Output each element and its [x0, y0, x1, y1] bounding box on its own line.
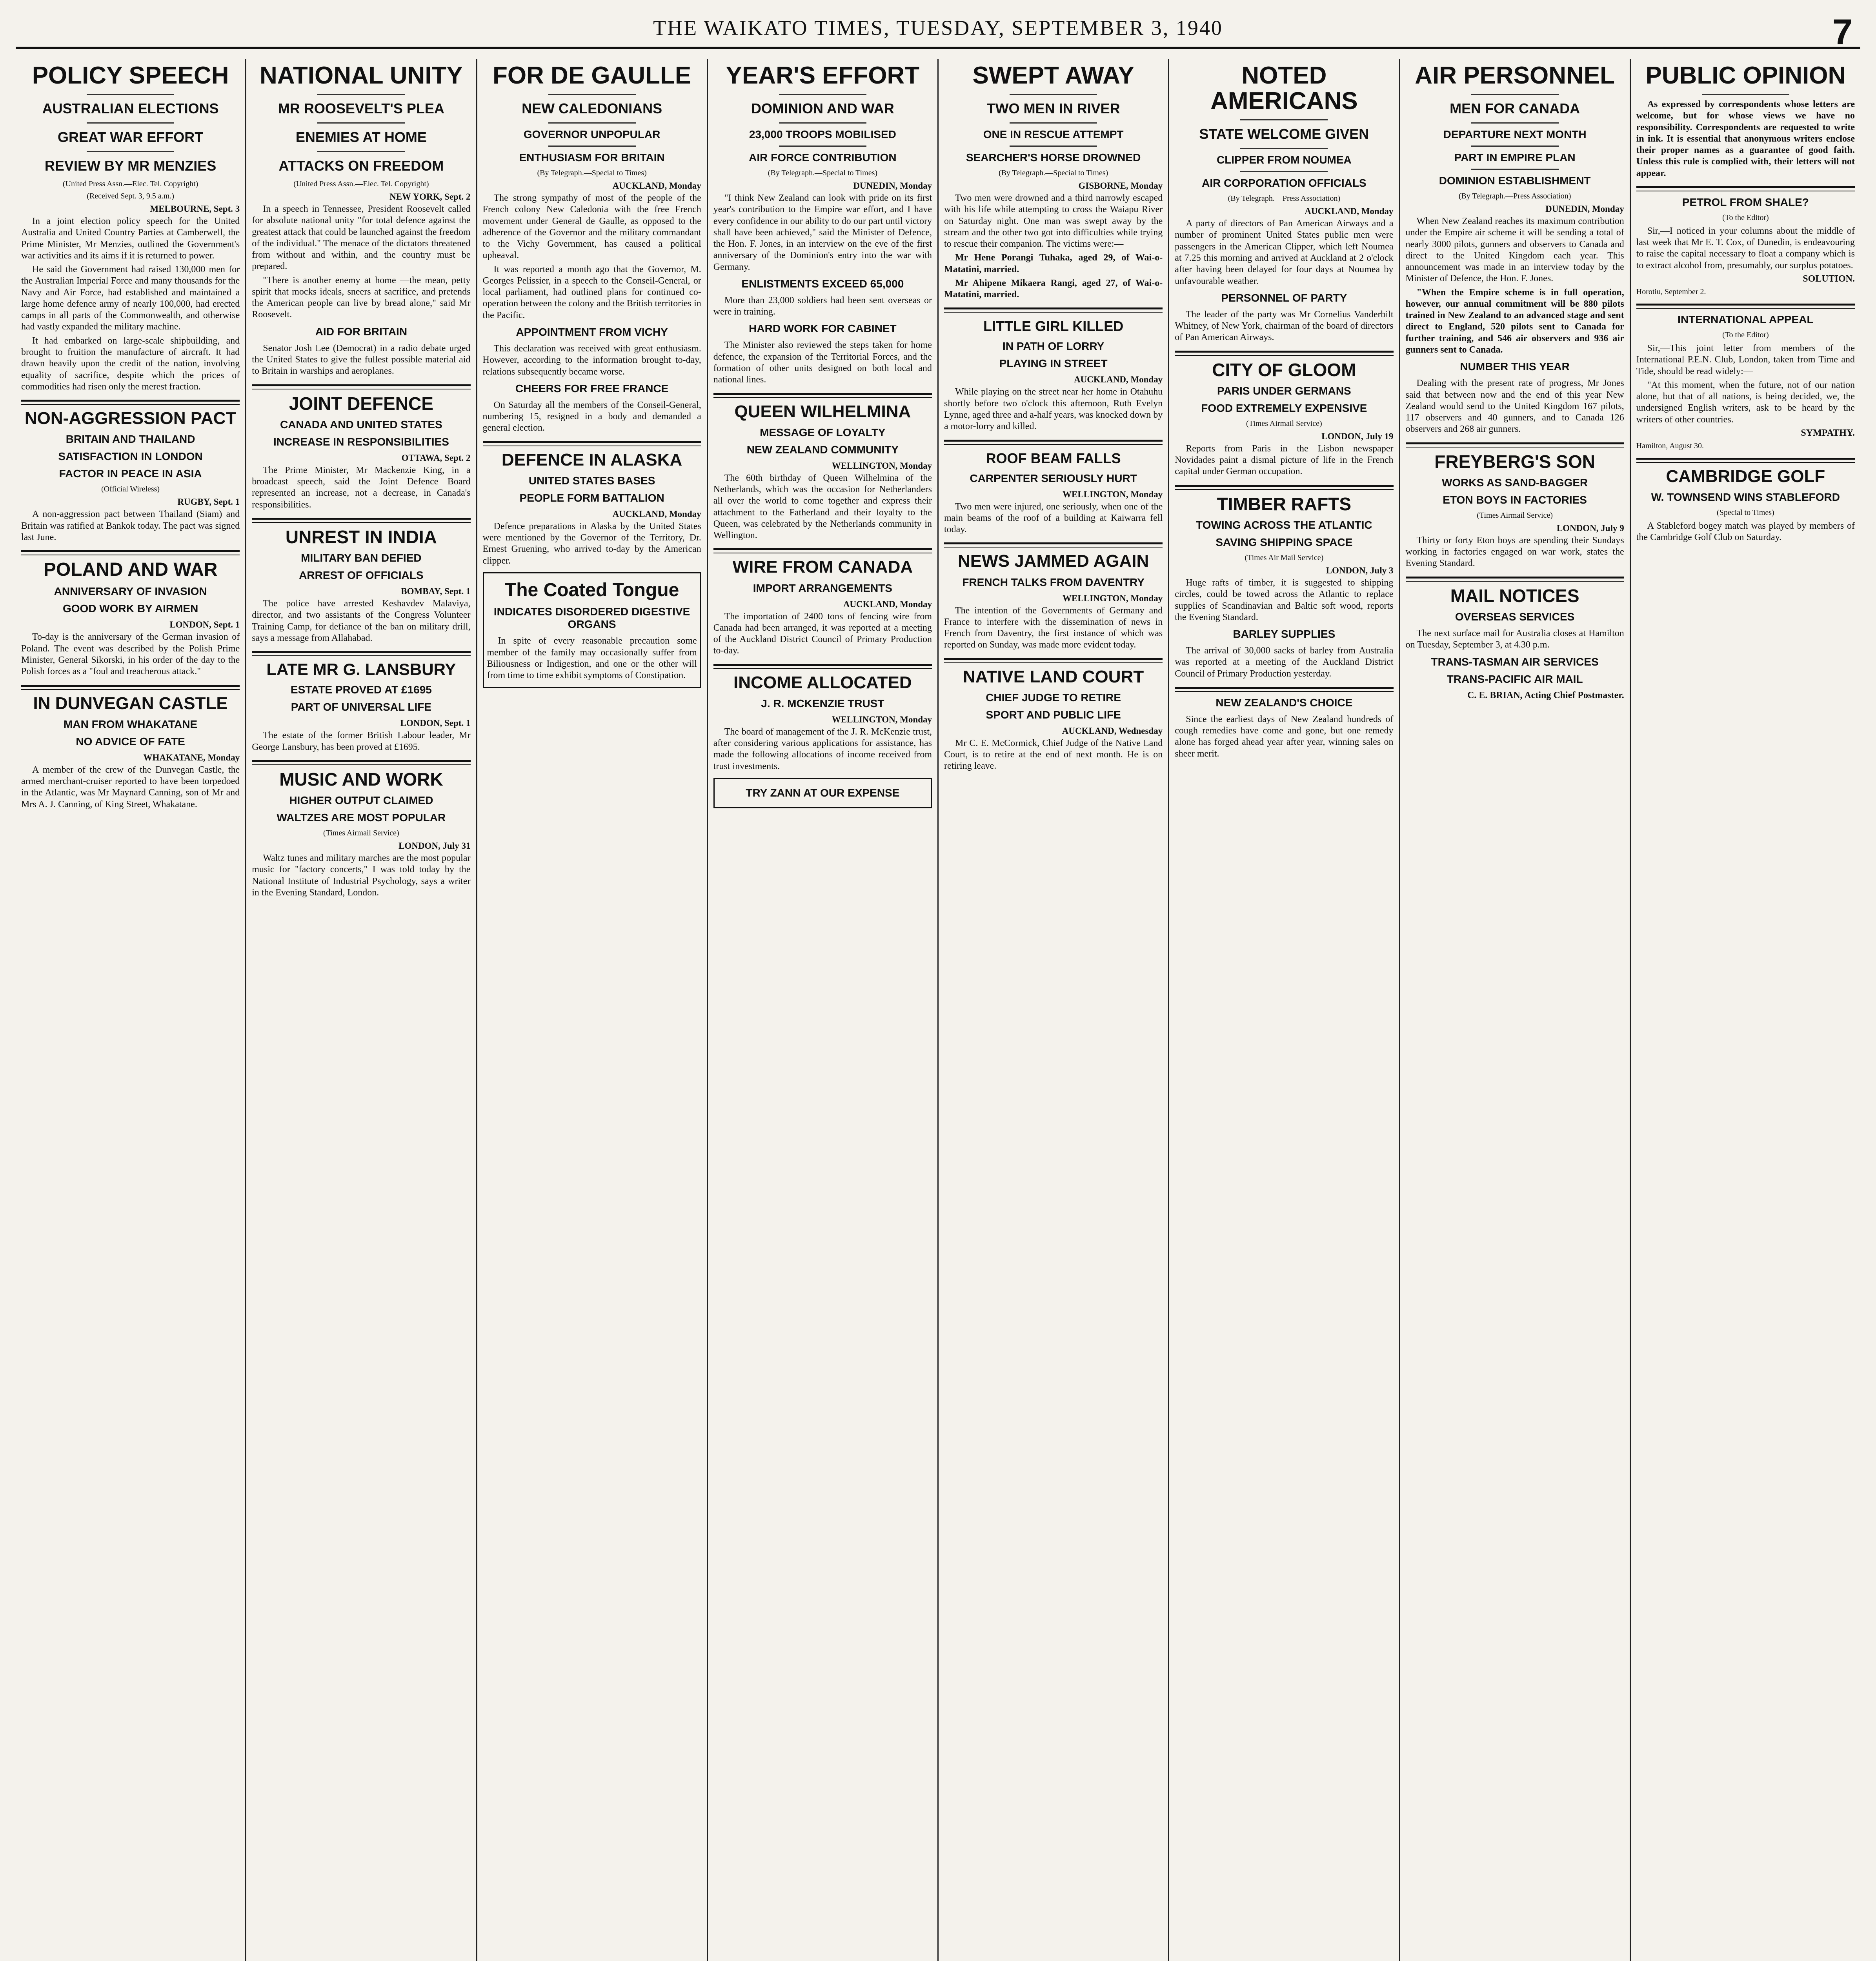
divider	[1702, 94, 1789, 95]
dateline: MELBOURNE, Sept. 3	[150, 204, 240, 214]
subhead: PLAYING IN STREET	[999, 357, 1108, 370]
subhead: PART IN EMPIRE PLAN	[1454, 151, 1576, 164]
story-rule	[713, 393, 932, 395]
paragraph: Since the earliest days of New Zealand hundreds of cough remedies have come and gone, but one remedy alone has forged ahead year after year, winning sales on sheer merit.	[1175, 714, 1394, 759]
story-rule-thin	[1636, 462, 1855, 463]
dateline: WELLINGTON, Monday	[1063, 593, 1163, 603]
subhead: MESSAGE OF LOYALTY	[760, 426, 886, 438]
subhead: CARPENTER SERIOUSLY HURT	[970, 472, 1137, 484]
paragraph: A Stableford bogey match was played by members of the Cambridge Golf Club on Saturday.	[1636, 521, 1855, 543]
subhead: GOVERNOR UNPOPULAR	[523, 128, 661, 141]
credit-line: (By Telegraph.—Special to Times)	[998, 169, 1108, 178]
paragraph: The Minister also reviewed the steps taken for home defence, the expansion of the Territorial Forces, and the formation of other units designed on both local and national lines.	[713, 340, 932, 385]
story-rule	[21, 400, 240, 402]
subhead: FRENCH TALKS FROM DAVENTRY	[962, 576, 1145, 588]
headline: DEFENCE IN ALASKA	[501, 450, 682, 469]
story-rule-thin	[944, 662, 1163, 663]
subhead: IMPORT ARRANGEMENTS	[753, 582, 892, 594]
subhead: MR ROOSEVELT'S PLEA	[278, 100, 444, 117]
story-rule-thin	[1175, 489, 1393, 490]
subhead: ENTHUSIASM FOR BRITAIN	[519, 151, 665, 164]
dateline: GISBORNE, Monday	[1078, 181, 1163, 191]
subhead: UNITED STATES BASES	[528, 474, 655, 487]
subhead: NO ADVICE OF FATE	[76, 735, 185, 748]
paragraph: Dealing with the present rate of progress, Mr Jones said that between now and the end of this year New Zealand would send to the United Kingdom 167 pilots, 117 observers and 40 gunners, and to Canada 126 observers and 268 air gunners.	[1405, 378, 1624, 435]
ad-text: TRY ZANN AT OUR EXPENSE	[746, 786, 900, 799]
paragraph: The next surface mail for Australia closes at Hamilton on Tuesday, September 3, at 4.30 p.m.	[1405, 628, 1624, 650]
credit-line: (By Telegraph.—Special to Times)	[537, 169, 647, 178]
section-subhead: NUMBER THIS YEAR	[1460, 360, 1570, 373]
headline: JOINT DEFENCE	[289, 393, 433, 414]
story-rule	[1406, 442, 1624, 444]
paragraph: In a speech in Tennessee, President Roosevelt called for absolute national unity "for total defence against the greatest attack that could be launched against the freedom of the individual." The menace of the dictators threatened from without and within, and the country must be prepared.	[252, 204, 471, 272]
masthead-rule	[16, 47, 1860, 49]
paragraph: More than 23,000 soldiers had been sent overseas or were in training.	[713, 295, 932, 317]
subhead: ONE IN RESCUE ATTEMPT	[983, 128, 1124, 141]
paragraph: Sir,—I noticed in your columns about the middle of last week that Mr E. T. Cox, of Dunedin, is endeavouring to raise the capital necessary to float a company which is to extract alcohol from, presumably, our surplus potatoes.	[1636, 226, 1855, 271]
story-rule-thin	[252, 764, 470, 765]
story-rule-thin	[713, 397, 932, 398]
subhead: GOOD WORK BY AIRMEN	[62, 602, 198, 615]
subhead: AIR CORPORATION OFFICIALS	[1202, 177, 1367, 189]
subhead: SPORT AND PUBLIC LIFE	[986, 708, 1121, 721]
letter-headline: PETROL FROM SHALE?	[1682, 196, 1809, 208]
subhead: J. R. MCKENZIE TRUST	[761, 697, 884, 709]
dateline: LONDON, Sept. 1	[169, 620, 240, 630]
subhead: SAVING SHIPPING SPACE	[1215, 536, 1353, 548]
section-subhead: APPOINTMENT FROM VICHY	[516, 326, 668, 338]
headline: CAMBRIDGE GOLF	[1666, 466, 1825, 486]
subhead: ESTATE PROVED AT £1695	[290, 684, 432, 696]
story-rule-thin	[713, 668, 932, 669]
dateline: WELLINGTON, Monday	[832, 460, 932, 471]
dateline: AUCKLAND, Monday	[1305, 206, 1394, 216]
paragraph: The importation of 2400 tons of fencing wire from Canada had been arranged, it was reported at a meeting of the Auckland District Council of Primary Production to-day.	[713, 611, 932, 656]
credit-line: (Times Airmail Service)	[1477, 511, 1553, 520]
dateline: LONDON, July 9	[1556, 523, 1624, 533]
victim-entry: Mr Hene Porangi Tuhaka, aged 29, of Wai-o-Matatini, married.	[944, 253, 1163, 275]
divider	[779, 146, 866, 147]
dateline: DUNEDIN, Monday	[1545, 204, 1624, 214]
subhead: WORKS AS SAND-BAGGER	[1441, 476, 1588, 489]
subhead: DEPARTURE NEXT MONTH	[1443, 128, 1587, 141]
paragraph: The leader of the party was Mr Cornelius Vanderbilt Whitney, of New York, chairman of the board of directors of Pan American Airways.	[1175, 309, 1394, 343]
column-1	[16, 59, 245, 1961]
subhead: CANADA AND UNITED STATES	[280, 418, 442, 431]
subhead: 23,000 TROOPS MOBILISED	[749, 128, 896, 141]
story-rule	[21, 685, 240, 687]
paragraph: He said the Government had raised 130,000 men for the Australian Imperial Force and many thousands for the Navy and Air Force, had established and maintained a large home defence army of nearly 100,000, had erected camps in all parts of the Commonwealth, and otherwise had vastly expanded the military machine.	[21, 264, 240, 332]
divider	[87, 122, 174, 124]
subhead: HIGHER OUTPUT CLAIMED	[289, 794, 433, 807]
subhead: TOWING ACROSS THE ATLANTIC	[1196, 518, 1372, 531]
paragraph: Senator Josh Lee (Democrat) in a radio debate urged the United States to give the fullest possible material aid to Britain in warships and aeroplanes.	[252, 343, 471, 377]
subhead: TRANS-PACIFIC AIR MAIL	[1447, 673, 1583, 685]
dateline: LONDON, July 3	[1326, 565, 1394, 575]
subhead: NEW CALEDONIANS	[522, 100, 662, 117]
subhead: CLIPPER FROM NOUMEA	[1216, 154, 1352, 166]
story-rule	[1175, 485, 1393, 487]
dateline: WELLINGTON, Monday	[1063, 489, 1163, 499]
ad-text: In spite of every reasonable precaution some member of the family may occasionally suffer from Biliousness or Indigestion, and one or the other will from time to time exhibit symptoms of Constipation.	[487, 636, 697, 681]
divider	[1010, 122, 1097, 124]
subhead: ATTACKS ON FREEDOM	[278, 158, 444, 174]
divider	[317, 94, 405, 95]
paragraph: The strong sympathy of most of the people of the French colony New Caledonia with the free French movement under General de Gaulle, as opposed to the adherence of the Governor and the military commandant to the Vichy Government, has caused a political upheaval.	[482, 193, 701, 261]
subhead: NEW ZEALAND COMMUNITY	[746, 443, 899, 456]
credit-line: (United Press Assn.—Elec. Tel. Copyright)	[62, 180, 198, 189]
letter-to: (To the Editor)	[1722, 331, 1769, 340]
divider	[1471, 169, 1559, 170]
column-5	[937, 59, 1168, 1961]
paragraph: A member of the crew of the Dunvegan Castle, the armed merchant-cruiser reported to have been torpedoed in the Atlantic, was Mr Maynard Canning, son of Mr and Mrs A. J. Canning, of King Street, Whakatane.	[21, 764, 240, 810]
column-6	[1168, 59, 1399, 1961]
divider	[779, 94, 866, 95]
column-2	[245, 59, 476, 1961]
subhead: IN PATH OF LORRY	[1003, 340, 1104, 353]
paragraph: The 60th birthday of Queen Wilhelmina of the Netherlands, which was the occasion for Netherlanders all over the world to come together and express their attachment to the Fatherland and their loyalty to the Queen, was celebrated by the Netherlands community in Wellington.	[713, 473, 932, 541]
dateline: BOMBAY, Sept. 1	[401, 586, 471, 597]
story-rule-thin	[1636, 308, 1855, 309]
headline: NOTED AMERICANS	[1210, 62, 1358, 115]
ad-headline: The Coated Tongue	[504, 579, 679, 600]
subhead: PART OF UNIVERSAL LIFE	[291, 701, 432, 713]
divider	[1240, 119, 1328, 120]
subhead: ENEMIES AT HOME	[295, 129, 427, 146]
credit-line: (Special to Times)	[1717, 508, 1774, 517]
paragraph: While playing on the street near her home in Otahuhu shortly before two o'clock this afternoon, Ruth Evelyn Lynne, aged three and a-half years, was knocked down by a motor-lorry and killed.	[944, 387, 1163, 432]
headline: QUEEN WILHELMINA	[734, 402, 911, 421]
ad-subhead: INDICATES DISORDERED DIGESTIVE ORGANS	[493, 606, 690, 631]
headline: NATIONAL UNITY	[259, 62, 463, 89]
letter-headline: INTERNATIONAL APPEAL	[1678, 313, 1814, 326]
paragraph: On Saturday all the members of the Conseil-General, numbering 15, resigned in a body and demanded a general election.	[482, 400, 701, 433]
headline: LITTLE GIRL KILLED	[983, 318, 1124, 335]
subhead: STATE WELCOME GIVEN	[1199, 126, 1369, 142]
dateline: WELLINGTON, Monday	[832, 714, 932, 724]
masthead	[16, 12, 1860, 52]
dateline: AUCKLAND, Monday	[843, 599, 932, 609]
credit-line: (Times Airmail Service)	[323, 829, 399, 838]
paragraph: Reports from Paris in the Lisbon newspaper Novidades paint a dismal picture of life in the French capital under German occupation.	[1175, 443, 1394, 477]
subhead: SEARCHER'S HORSE DROWNED	[966, 151, 1141, 164]
subhead: CHIEF JUDGE TO RETIRE	[986, 691, 1121, 704]
victim-entry: Mr Ahipene Mikaera Rangi, aged 27, of Wai-o-Matatini, married.	[944, 278, 1163, 300]
subhead: REVIEW BY MR MENZIES	[44, 158, 217, 174]
story-rule	[1636, 304, 1855, 306]
paragraph: The arrival of 30,000 sacks of barley from Australia was reported at a meeting of the Auckland District Council of Primary Production yesterday.	[1175, 646, 1394, 679]
story-rule	[252, 518, 470, 520]
divider	[1471, 122, 1559, 124]
headline: IN DUNVEGAN CASTLE	[33, 693, 228, 713]
headline: SWEPT AWAY	[972, 62, 1134, 89]
paragraph: To-day is the anniversary of the German invasion of Poland. The event was described by the Polish Prime Minister, General Sikorski, in his order of the day to the Polish forces as a "foul and treacherous attack."	[21, 632, 240, 677]
paragraph: "I think New Zealand can look with pride on its first year's contribution to the Empire war effort, and I have every confidence in our ability to do our part until victory shall have been achieved," said the Minister of Defence, the Hon. F. Jones, in an interview on the eve of the first anniversary of the Dominion's entry into the war with Germany.	[713, 193, 932, 272]
credit-line: (United Press Assn.—Elec. Tel. Copyright)	[293, 180, 429, 189]
story-rule	[252, 651, 470, 653]
story-rule-thin	[1406, 581, 1624, 582]
section-subhead: ENLISTMENTS EXCEED 65,000	[741, 277, 904, 290]
subhead: MEN FOR CANADA	[1450, 100, 1580, 117]
headline: UNREST IN INDIA	[285, 526, 437, 547]
story-rule-thin	[1406, 447, 1624, 448]
headline: CITY OF GLOOM	[1212, 359, 1356, 380]
divider	[317, 151, 405, 152]
headline: NON-AGGRESSION PACT	[24, 409, 237, 428]
subhead: MAN FROM WHAKATANE	[64, 718, 198, 730]
subhead: PEOPLE FORM BATTALION	[519, 491, 664, 504]
subhead: ETON BOYS IN FACTORIES	[1443, 493, 1587, 506]
subhead: PARIS UNDER GERMANS	[1217, 384, 1351, 397]
paragraph: Huge rafts of timber, it is suggested to shipping circles, could be towed across the Atlantic to replace supplies of Scandinavian and Baltic soft wood, reports the Evening Standard.	[1175, 577, 1394, 622]
paragraph: Two men were injured, one seriously, when one of the main beams of the roof of a building at Kaiwarra fell today.	[944, 501, 1163, 535]
signature: SYMPATHY.	[1801, 427, 1855, 438]
paragraph: Mr C. E. McCormick, Chief Judge of the Native Land Court, is to retire at the end of next month. He is on retiring leave.	[944, 738, 1163, 771]
divider	[317, 122, 405, 124]
section-subhead: PERSONNEL OF PARTY	[1221, 291, 1347, 304]
section-subhead: AID FOR BRITAIN	[315, 325, 408, 338]
paragraph: The police have arrested Keshavdev Malaviya, director, and two assistants of the Congress Volunteer Training Camp, for defiance of the ban on military drill, says a message from Allahabad.	[252, 598, 471, 643]
headline: FREYBERG'S SON	[1434, 451, 1595, 472]
subhead: AIR FORCE CONTRIBUTION	[749, 151, 897, 164]
story-rule	[1636, 458, 1855, 460]
headline: INCOME ALLOCATED	[733, 673, 912, 692]
dateline: AUCKLAND, Monday	[612, 181, 701, 191]
dateline: WHAKATANE, Monday	[143, 752, 240, 762]
paragraph: In a joint election policy speech for the United Australia and United Country Parties at Camberwell, the Prime Minister, Mr Menzies, outlined the Government's war activities and its aims if it is returned to power.	[21, 216, 240, 261]
subhead: SATISFACTION IN LONDON	[58, 450, 203, 463]
story-rule	[1406, 577, 1624, 578]
headline: FOR DE GAULLE	[492, 62, 691, 89]
story-rule	[944, 658, 1163, 660]
signature: SOLUTION.	[1803, 274, 1855, 284]
section-subhead: HARD WORK FOR CABINET	[749, 322, 897, 335]
columns	[16, 59, 1860, 1961]
headline: AIR PERSONNEL	[1415, 62, 1615, 89]
story-rule-thin	[21, 404, 240, 405]
subhead: TRANS-TASMAN AIR SERVICES	[1431, 655, 1599, 668]
dateline: RUGBY, Sept. 1	[177, 497, 240, 507]
paragraph: This declaration was received with great enthusiasm. However, according to the information brought to-day, relations subsequently became worse.	[482, 344, 701, 377]
divider	[1240, 148, 1328, 149]
story-rule	[21, 550, 240, 552]
subhead: FOOD EXTREMELY EXPENSIVE	[1201, 402, 1367, 414]
dateline: LONDON, July 31	[398, 841, 471, 851]
letter-to: (To the Editor)	[1722, 213, 1769, 222]
divider	[779, 122, 866, 124]
advertisement	[483, 572, 701, 688]
masthead-title: THE WAIKATO TIMES, TUESDAY, SEPTEMBER 3, 1940	[653, 16, 1223, 40]
subhead: W. TOWNSEND WINS STABLEFORD	[1651, 491, 1840, 504]
paragraph: Waltz tunes and military marches are the most popular music for "factory concerts," I was told today by the National Institute of Industrial Psychology, says a writer in the Evening Standard, London.	[252, 853, 471, 898]
subhead: INCREASE IN RESPONSIBILITIES	[273, 435, 449, 448]
subhead: ANNIVERSARY OF INVASION	[54, 585, 207, 598]
headline: PUBLIC OPINION	[1645, 62, 1846, 89]
column-7	[1399, 59, 1630, 1961]
subhead: AUSTRALIAN ELECTIONS	[42, 100, 219, 117]
divider	[548, 94, 636, 95]
headline: MUSIC AND WORK	[279, 769, 443, 789]
headline: ROOF BEAM FALLS	[986, 450, 1121, 466]
headline: NATIVE LAND COURT	[963, 667, 1144, 686]
headline: NEWS JAMMED AGAIN	[957, 551, 1149, 571]
divider	[1240, 171, 1328, 172]
subhead: ARREST OF OFFICIALS	[299, 569, 424, 582]
paragraph: "At this moment, when the future, not of our nation alone, but that of all nations, is being decided, we, the undersigned English writers, ask to be heard by the writers of other countries.	[1636, 380, 1855, 425]
credit-line: (Official Wireless)	[101, 485, 160, 494]
subhead: DOMINION AND WAR	[751, 100, 894, 117]
dateline: NEW YORK, Sept. 2	[389, 192, 471, 202]
page-number: 7	[1832, 12, 1852, 52]
divider	[1010, 146, 1097, 147]
story-rule-thin	[252, 522, 470, 523]
story-rule	[1175, 351, 1393, 353]
column-4	[707, 59, 937, 1961]
story-rule	[1636, 186, 1855, 188]
column-3	[476, 59, 707, 1961]
headline: POLICY SPEECH	[32, 62, 229, 89]
story-rule-thin	[1175, 691, 1393, 692]
letter-place: Hamilton, August 30.	[1636, 441, 1704, 450]
story-rule	[252, 760, 470, 762]
paragraph: The Prime Minister, Mr Mackenzie King, in a broadcast speech, said the Joint Defence Board represented an increase, not a decrease, in Canada's responsibilities.	[252, 465, 471, 510]
story-rule-thin	[252, 655, 470, 656]
paragraph: It had embarked on large-scale shipbuilding, and brought to fruition the manufacture of aircraft. It had drawn heavily upon the credit of the nation, involving equality of sacrifice, despite which the prices of commodities had risen only the merest fraction.	[21, 335, 240, 392]
story-rule-thin	[1175, 355, 1393, 356]
divider	[1471, 146, 1559, 147]
subhead: TWO MEN IN RIVER	[986, 100, 1120, 117]
letter-place: Horotiu, September 2.	[1636, 287, 1706, 297]
dateline: DUNEDIN, Monday	[853, 181, 932, 191]
subhead: GREAT WAR EFFORT	[57, 129, 204, 146]
advertisement	[713, 778, 932, 808]
paragraph: Sir,—This joint letter from members of the International P.E.N. Club, London, taken from Time and Tide, should be read widely:—	[1636, 343, 1855, 377]
paragraph: It was reported a month ago that the Governor, M. Georges Pelissier, in a speech to the Conseil-General, or local parliament, had outlined plans for continued co-operation between the colony and the British territories in the Pacific.	[482, 264, 701, 320]
paragraph: The board of management of the J. R. McKenzie trust, after considering various applications for assistance, has made the following allocations of income received from trust investments.	[713, 726, 932, 771]
divider	[87, 94, 174, 95]
divider	[1010, 94, 1097, 95]
story-rule	[944, 307, 1163, 309]
section-subhead: BARLEY SUPPLIES	[1233, 628, 1336, 640]
headline: YEAR'S EFFORT	[726, 62, 920, 89]
dateline: AUCKLAND, Monday	[612, 509, 701, 519]
story-rule-thin	[944, 444, 1163, 445]
credit-line: (By Telegraph.—Press Association)	[1228, 194, 1341, 203]
story-rule	[1175, 687, 1393, 689]
divider	[87, 151, 174, 152]
headline: LATE MR G. LANSBURY	[266, 660, 456, 679]
story-rule	[713, 664, 932, 666]
story-rule	[944, 440, 1163, 442]
story-rule	[483, 441, 701, 443]
paragraph: Thirty or forty Eton boys are spending their Sundays working in factories engaged on war work, states the Evening Standard.	[1405, 535, 1624, 569]
paragraph: When New Zealand reaches its maximum contribution under the Empire air scheme it will be sending a total of nearly 3000 pilots, gunners and observers to Canada and direct to the United Kingdom each year. This announcement was made in an interview today by the Minister of Defence, the Hon. F. Jones.	[1405, 216, 1624, 284]
subhead: MILITARY BAN DEFIED	[301, 552, 422, 564]
story-rule	[944, 542, 1163, 544]
story-rule-thin	[944, 547, 1163, 548]
received-line: (Received Sept. 3, 9.5 a.m.)	[87, 192, 174, 201]
credit-line: (By Telegraph.—Press Association)	[1458, 192, 1571, 201]
column-8	[1630, 59, 1860, 1961]
dateline: AUCKLAND, Wednesday	[1062, 726, 1163, 736]
paragraph: The intention of the Governments of Germany and France to interfere with the dissemination of news in French from Daventry, the first instance of which was reported on Sunday, was made more evident today.	[944, 605, 1163, 650]
paragraph: A non-aggression pact between Thailand (Siam) and Britain was ratified at Bankok today. The pact was signed last June.	[21, 509, 240, 542]
headline: NEW ZEALAND'S CHOICE	[1215, 696, 1353, 709]
subhead: WALTZES ARE MOST POPULAR	[277, 811, 446, 824]
subhead: BRITAIN AND THAILAND	[66, 433, 195, 446]
dateline: LONDON, Sept. 1	[400, 718, 471, 728]
column-intro: As expressed by correspondents whose letters are welcome, but for whose views we have no responsibility. Correspondents are requested to write in ink. It is essential that anonymous writers enclose their proper names as a guarantee of good faith. Unless this rule is complied with, their letters will not appear.	[1636, 99, 1855, 178]
paragraph: "When the Empire scheme is in full operation, however, our annual commitment will be 880 pilots trained in New Zealand to an advanced stage and sent direct to England, 520 pilots sent to Canada for further training, and 546 air observers and 936 air gunners sent to Canada.	[1405, 287, 1624, 355]
story-rule-thin	[944, 312, 1163, 313]
dateline: OTTAWA, Sept. 2	[401, 453, 471, 463]
headline: WIRE FROM CANADA	[732, 557, 913, 577]
headline: TIMBER RAFTS	[1217, 493, 1352, 514]
divider	[548, 122, 636, 124]
paragraph: "There is another enemy at home —the mean, petty spirit that mocks ideals, sneers at sacrifice, and pretends the American people can live by bread alone," said Mr Roosevelt.	[252, 275, 471, 320]
signature: C. E. BRIAN, Acting Chief Postmaster.	[1467, 690, 1624, 700]
story-rule-thin	[21, 689, 240, 690]
dateline: LONDON, July 19	[1321, 431, 1394, 441]
story-rule	[713, 548, 932, 550]
dateline: AUCKLAND, Monday	[1074, 375, 1163, 385]
headline: MAIL NOTICES	[1450, 585, 1579, 606]
paragraph: A party of directors of Pan American Airways and a number of prominent United States public men were passengers in the American Clipper, which left Noumea at 7.25 this morning and arrived at Auckland at 2 o'clock after having been delayed for four days at Noumea by unfavourable weather.	[1175, 218, 1394, 286]
headline: POLAND AND WAR	[43, 559, 218, 580]
paragraph: Two men were drowned and a third narrowly escaped with his life while attempting to cross the Waiapu River on Saturday night. One man was swept away by the stream and the other two got into difficulties while trying to rescue their companion. The victims were:—	[944, 193, 1163, 249]
section-subhead: CHEERS FOR FREE FRANCE	[515, 382, 669, 395]
paragraph: Defence preparations in Alaska by the United States were mentioned by the Governor of the Territory, Dr. Ernest Gruening, who arrived to-day by the American clipper.	[482, 521, 701, 566]
story-rule	[252, 384, 470, 386]
subhead: OVERSEAS SERVICES	[1455, 611, 1575, 623]
subhead: DOMINION ESTABLISHMENT	[1439, 175, 1591, 187]
credit-line: (Times Air Mail Service)	[1245, 553, 1324, 562]
subhead: FACTOR IN PEACE IN ASIA	[59, 468, 202, 480]
credit-line: (By Telegraph.—Special to Times)	[768, 169, 878, 178]
divider	[1471, 94, 1559, 95]
divider	[548, 146, 636, 147]
paragraph: The estate of the former British Labour leader, Mr George Lansbury, has been proved at £1695.	[252, 730, 471, 752]
credit-line: (Times Airmail Service)	[1246, 419, 1322, 428]
